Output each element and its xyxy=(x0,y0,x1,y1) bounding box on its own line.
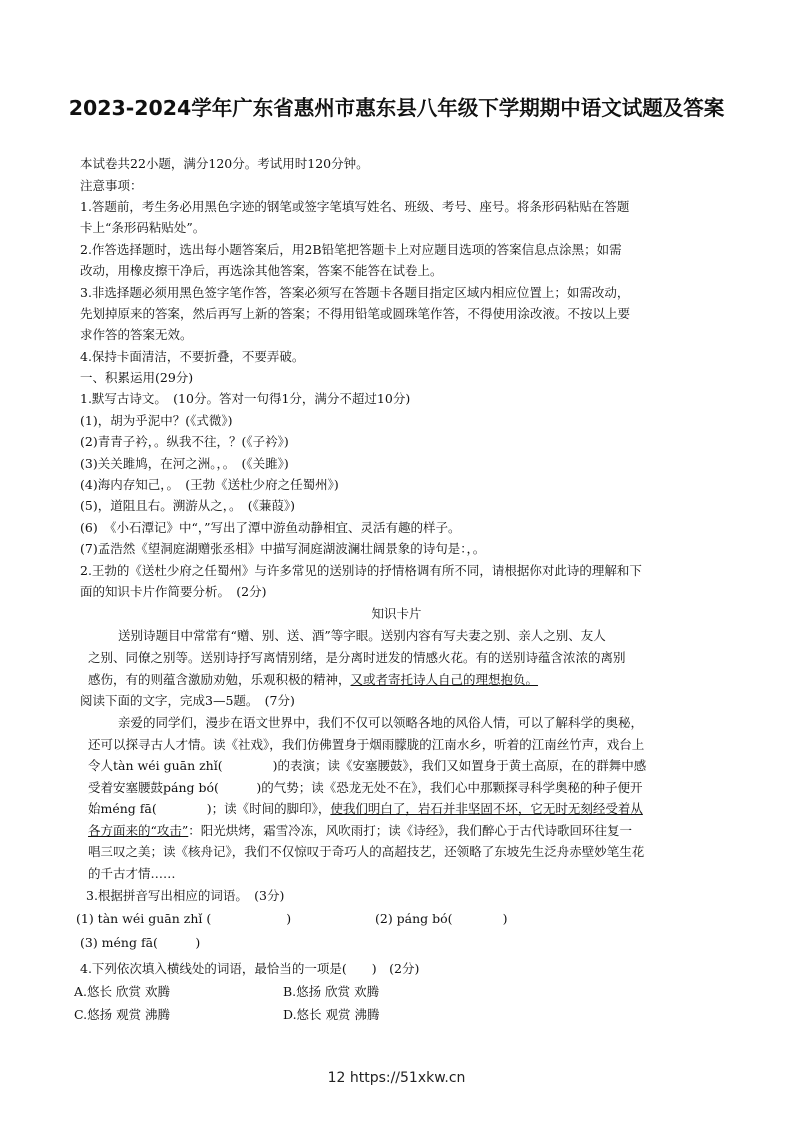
page-footer: 12 https://51xkw.cn xyxy=(327,1070,466,1086)
notice-line: 4.保持卡面清洁，不要折叠，不要弄破。 xyxy=(80,349,305,364)
question-3-item: (3) méng fā( ) xyxy=(80,935,201,950)
question-4-option-b: B.悠扬 欣赏 欢腾 xyxy=(283,984,380,999)
question-3-item: (1) tàn wéi guān zhǐ ( ) xyxy=(76,911,292,926)
question-4-option-a: A.悠长 欣赏 欢腾 xyxy=(74,984,170,999)
underlined-text: 又或者寄托诗人自己的理想抱负。 xyxy=(350,672,539,687)
question-2-stem: 2.王勃的《送杜少府之任蜀州》与许多常见的送别诗的抒情格调有所不同，请根据你对此诗的理解和下 xyxy=(80,563,642,578)
question-1-stem: 1.默写古诗文。 (10分。答对一句得1分，满分不超过10分) xyxy=(80,391,411,406)
reading-passage: 各方面来的“攻击”：阳光烘烤，霜雪冷冻，风吹雨打；读《诗经》，我们醉心于古代诗歌回环往复一 xyxy=(88,823,633,838)
notice-line: 2.作答选择题时，选出每小题答案后，用2B铅笔把答题卡上对应题目选项的答案信息点涂黑；如需 xyxy=(80,242,622,257)
reading-passage: 的千古才情…… xyxy=(88,866,176,881)
question-3-item: (2) páng bó( ) xyxy=(375,911,508,926)
notice-line: 3.非选择题必须用黑色签字笔作答，答案必须写在答题卡各题目指定区域内相应位置上；如需改动， xyxy=(80,285,630,300)
knowledge-card-title: 知识卡片 xyxy=(371,606,422,621)
reading-passage: 唱三叹之美；读《核舟记》，我们不仅惊叹于奇巧人的高超技艺，还领略了东坡先生泛舟赤壁妙笔生花 xyxy=(88,844,645,859)
notice-line: 改动，用橡皮擦干净后，再选涂其他答案，答案不能答在试卷上。 xyxy=(80,263,443,278)
underlined-text: 各方面来的“攻击” xyxy=(88,823,189,838)
notice-line: 先划掉原来的答案，然后再写上新的答案；不得用铅笔或圆珠笔作答，不得使用涂改液。不按以上要 xyxy=(80,306,631,321)
reading-passage: 亲爱的同学们，漫步在语文世界中，我们不仅可以领略各地的风俗人情，可以了解科学的奥秘， xyxy=(118,715,644,730)
question-1-item: (7)孟浩然《望洞庭湖赠张丞相》中描写洞庭湖波澜壮阔景象的诗句是：，。 xyxy=(80,541,486,556)
question-4-stem: 4.下列依次填入横线处的词语，最恰当的一项是( ) (2分) xyxy=(80,961,420,976)
question-1-item: (6) 《小石潭记》中“，”写出了潭中游鱼动静相宜、灵活有趣的样子。 xyxy=(80,520,461,535)
knowledge-card-text: 之别、同僚之别等。送别诗抒写离情别绪，是分离时迸发的情感火花。有的送别诗蕴含浓浓的离别 xyxy=(88,650,626,665)
reading-passage: 受着安塞腰鼓páng bó( )的气势；读《恐龙无处不在》，我们心中那颗探寻科学奥秘的种子便开 xyxy=(88,780,643,795)
notice-heading: 注意事项： xyxy=(80,178,143,193)
reading-passage: 令人tàn wéi guān zhǐ( )的表演；读《安塞腰鼓》，我们又如置身于黄土高原，在的群舞中感 xyxy=(88,758,647,773)
knowledge-card-text: 送别诗题目中常常有“赠、别、送、酒”等字眼。送别内容有写夫妻之别、亲人之别、友人 xyxy=(118,628,606,643)
question-3-stem: 3.根据拼音写出相应的词语。 (3分) xyxy=(86,888,285,903)
notice-line: 1.答题前，考生务必用黑色字迹的钢笔或签字笔填写姓名、班级、考号、座号。将条形码粘贴在答题 xyxy=(80,199,630,214)
notice-line: 求作答的答案无效。 xyxy=(80,327,193,342)
question-1-item: (2)青青子衿，。纵我不往，？(《子衿》) xyxy=(80,434,289,449)
reading-passage: 还可以探寻古人才情。读《社戏》，我们仿佛置身于烟雨朦胧的江南水乡，听着的江南丝竹声，戏台上 xyxy=(88,737,645,752)
intro-text: 本试卷共22小题，满分120分。考试用时120分钟。 xyxy=(80,156,369,171)
question-1-item: (5)，道阻且右。溯游从之，。 (《蒹葭》) xyxy=(80,498,295,513)
notice-line: 卡上“条形码粘贴处”。 xyxy=(80,220,206,235)
question-4-option-c: C.悠扬 观赏 沸腾 xyxy=(74,1007,171,1022)
knowledge-card-text: 感伤，有的则蕴含激励劝勉，乐观积极的精神，又或者寄托诗人自己的理想抱负。 xyxy=(88,672,539,687)
question-1-item: (1)，胡为乎泥中？(《式微》) xyxy=(80,413,233,428)
question-1-item: (4)海内存知己，。 (王勃《送杜少府之任蜀州》) xyxy=(80,477,339,492)
question-2-stem: 面的知识卡片作简要分析。 (2分) xyxy=(80,584,267,599)
question-1-item: (3)关关雎鸠，在河之洲。，。 (《关雎》) xyxy=(80,456,289,471)
reading-intro: 阅读下面的文字，完成3—5题。 (7分) xyxy=(80,693,295,708)
document-title: 2023-2024学年广东省惠州市惠东县八年级下学期期中语文试题及答案 xyxy=(68,96,725,120)
underlined-text: 使我们明白了，岩石并非坚固不坏，它无时无刻经受着从 xyxy=(330,801,643,816)
section-heading: 一、积累运用(29分) xyxy=(80,370,194,385)
question-4-option-d: D.悠长 观赏 沸腾 xyxy=(283,1007,380,1022)
reading-passage: 始méng fā( )；读《时间的脚印》，使我们明白了，岩石并非坚固不坏，它无时无刻经受着从 xyxy=(88,801,643,816)
